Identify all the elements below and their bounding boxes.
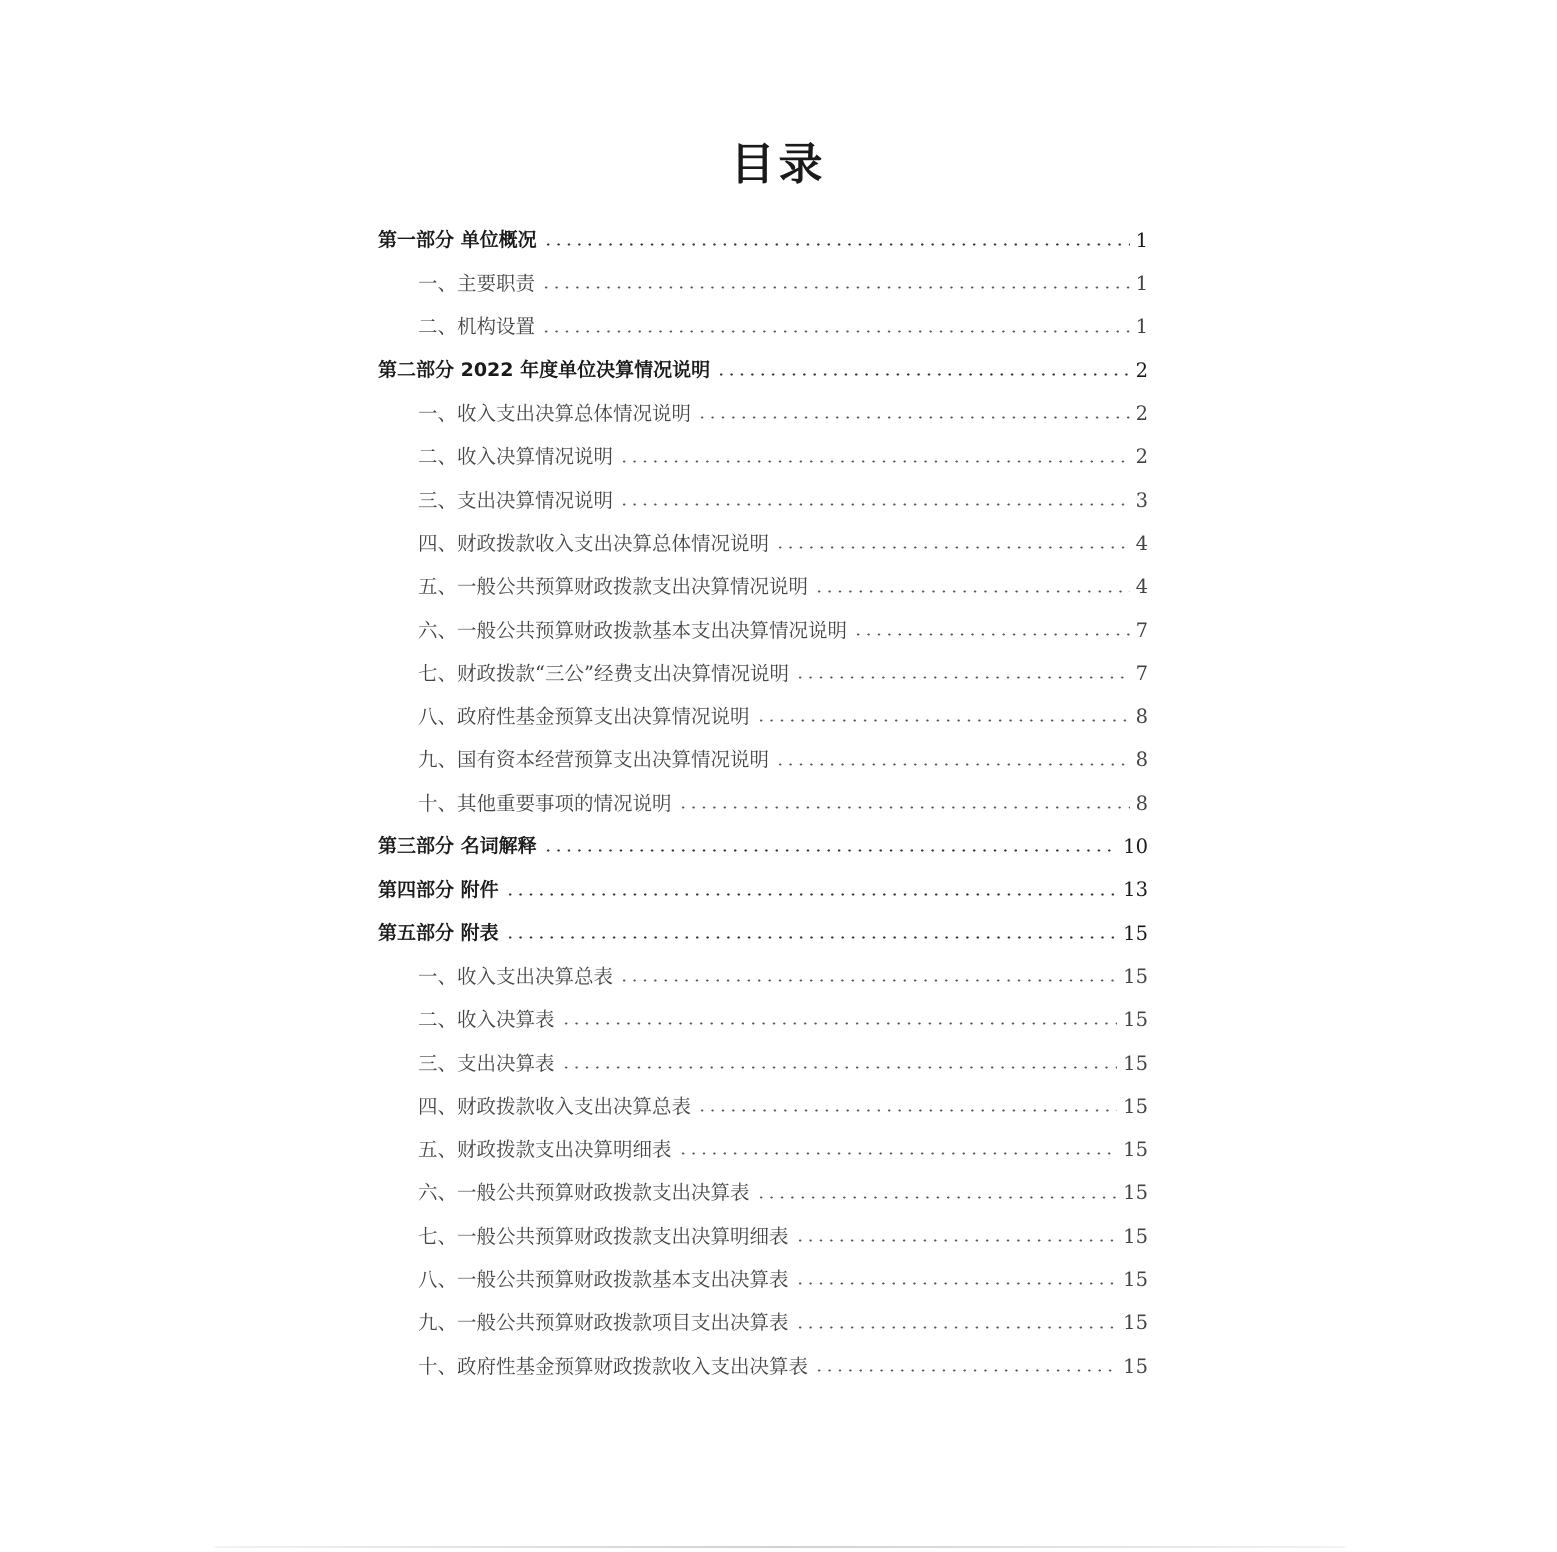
toc-dot-leader [619, 979, 1117, 982]
toc-subsection-entry[interactable] [378, 695, 1148, 738]
toc-entry-label: 二、收入决算表 [418, 1008, 555, 1032]
toc-entry-label: 六、一般公共预算财政拨款支出决算表 [418, 1181, 750, 1205]
toc-dot-leader [814, 590, 1130, 593]
toc-page-number: 15 [1123, 1354, 1148, 1378]
toc-page-number: 15 [1123, 1094, 1148, 1118]
table-of-contents [378, 219, 1148, 1388]
toc-entry-label: 第二部分 2022 年度单位决算情况说明 [378, 359, 711, 382]
toc-entry-label: 五、财政拨款支出决算明细表 [418, 1138, 672, 1162]
toc-page-number: 8 [1135, 791, 1148, 815]
toc-entry-label: 十、其他重要事项的情况说明 [418, 791, 672, 815]
toc-entry-label: 四、财政拨款收入支出决算总表 [418, 1094, 692, 1118]
toc-subsection-entry[interactable] [378, 1042, 1148, 1085]
toc-page-number: 4 [1135, 575, 1148, 599]
toc-page-number: 15 [1123, 1181, 1148, 1205]
toc-dot-leader [795, 1239, 1118, 1242]
toc-dot-leader [678, 806, 1130, 809]
toc-subsection-entry[interactable] [378, 998, 1148, 1041]
toc-section-entry[interactable] [378, 912, 1148, 955]
toc-dot-leader [716, 373, 1129, 376]
toc-page-number: 8 [1135, 705, 1148, 729]
toc-subsection-entry[interactable] [378, 782, 1148, 825]
toc-page-number: 15 [1123, 964, 1148, 988]
toc-dot-leader [561, 1066, 1118, 1069]
toc-entry-label: 三、支出决算表 [418, 1051, 555, 1075]
toc-page-number: 10 [1123, 835, 1148, 859]
toc-subsection-entry[interactable] [378, 1215, 1148, 1258]
scan-edge-line [215, 1546, 1345, 1548]
toc-dot-leader [541, 286, 1130, 289]
toc-subsection-entry[interactable] [378, 652, 1148, 695]
toc-entry-label: 四、财政拨款收入支出决算总体情况说明 [418, 531, 770, 555]
toc-entry-label: 一、收入支出决算总体情况说明 [418, 402, 692, 426]
toc-section-entry[interactable] [378, 868, 1148, 911]
toc-dot-leader [814, 1369, 1117, 1372]
toc-subsection-entry[interactable] [378, 565, 1148, 608]
toc-page-number: 2 [1135, 402, 1148, 426]
toc-dot-leader [678, 1152, 1118, 1155]
toc-subsection-entry[interactable] [378, 306, 1148, 349]
toc-entry-label: 九、国有资本经营预算支出决算情况说明 [418, 748, 770, 772]
toc-subsection-entry[interactable] [378, 262, 1148, 305]
toc-page-number: 2 [1135, 358, 1148, 382]
toc-dot-leader [775, 546, 1130, 549]
toc-entry-label: 五、一般公共预算财政拨款支出决算情况说明 [418, 575, 809, 599]
toc-page-number: 15 [1123, 1008, 1148, 1032]
toc-dot-leader [543, 849, 1118, 852]
toc-subsection-entry[interactable] [378, 955, 1148, 998]
toc-subsection-entry[interactable] [378, 1085, 1148, 1128]
toc-subsection-entry[interactable] [378, 435, 1148, 478]
toc-dot-leader [795, 1326, 1118, 1329]
toc-subsection-entry[interactable] [378, 1258, 1148, 1301]
toc-entry-label: 十、政府性基金预算财政拨款收入支出决算表 [418, 1354, 809, 1378]
toc-page-number: 15 [1123, 921, 1148, 945]
toc-page-number: 15 [1123, 1051, 1148, 1075]
toc-dot-leader [756, 1196, 1118, 1199]
toc-page-number: 2 [1135, 445, 1148, 469]
toc-page-number: 4 [1135, 531, 1148, 555]
toc-entry-label: 第五部分 附表 [378, 921, 499, 944]
toc-dot-leader [697, 1109, 1117, 1112]
toc-subsection-entry[interactable] [378, 479, 1148, 522]
toc-subsection-entry[interactable] [378, 1301, 1148, 1344]
toc-entry-label: 一、收入支出决算总表 [418, 964, 614, 988]
toc-dot-leader [775, 763, 1130, 766]
toc-entry-label: 七、财政拨款“三公”经费支出决算情况说明 [418, 661, 789, 685]
toc-page-number: 7 [1135, 618, 1148, 642]
toc-page-number: 3 [1135, 488, 1148, 512]
toc-dot-leader [697, 416, 1130, 419]
toc-entry-label: 二、机构设置 [418, 315, 536, 339]
toc-dot-leader [756, 719, 1130, 722]
toc-subsection-entry[interactable] [378, 1172, 1148, 1215]
toc-dot-leader [505, 936, 1118, 939]
toc-page-number: 7 [1135, 661, 1148, 685]
toc-entry-label: 一、主要职责 [418, 272, 536, 296]
toc-page-number: 1 [1135, 315, 1148, 339]
toc-entry-label: 三、支出决算情况说明 [418, 488, 614, 512]
toc-page-number: 13 [1123, 878, 1148, 902]
toc-entry-label: 七、一般公共预算财政拨款支出决算明细表 [418, 1224, 789, 1248]
toc-entry-label: 第三部分 名词解释 [378, 835, 537, 858]
toc-entry-label: 八、一般公共预算财政拨款基本支出决算表 [418, 1268, 789, 1292]
toc-subsection-entry[interactable] [378, 392, 1148, 435]
toc-dot-leader [619, 503, 1130, 506]
toc-dot-leader [619, 460, 1130, 463]
toc-dot-leader [795, 1282, 1118, 1285]
toc-page-number: 8 [1135, 748, 1148, 772]
toc-entry-label: 二、收入决算情况说明 [418, 445, 614, 469]
toc-section-entry[interactable] [378, 825, 1148, 868]
toc-subsection-entry[interactable] [378, 609, 1148, 652]
toc-subsection-entry[interactable] [378, 522, 1148, 565]
toc-entry-label: 八、政府性基金预算支出决算情况说明 [418, 705, 750, 729]
toc-page-number: 15 [1123, 1138, 1148, 1162]
toc-entry-label: 六、一般公共预算财政拨款基本支出决算情况说明 [418, 618, 848, 642]
toc-page-number: 15 [1123, 1224, 1148, 1248]
toc-subsection-entry[interactable] [378, 1128, 1148, 1171]
toc-page-number: 15 [1123, 1268, 1148, 1292]
toc-subsection-entry[interactable] [378, 1345, 1148, 1388]
toc-section-entry[interactable] [378, 349, 1148, 392]
toc-page-number: 1 [1135, 272, 1148, 296]
toc-dot-leader [795, 676, 1130, 679]
toc-dot-leader [505, 893, 1118, 896]
toc-entry-label: 第四部分 附件 [378, 878, 499, 901]
toc-dot-leader [541, 330, 1130, 333]
toc-dot-leader [543, 243, 1130, 246]
toc-subsection-entry[interactable] [378, 739, 1148, 782]
toc-section-entry[interactable] [378, 219, 1148, 262]
toc-entry-label: 第一部分 单位概况 [378, 229, 537, 252]
toc-entry-label: 九、一般公共预算财政拨款项目支出决算表 [418, 1311, 789, 1335]
toc-page-number: 1 [1135, 228, 1148, 252]
toc-dot-leader [561, 1022, 1118, 1025]
toc-dot-leader [853, 633, 1130, 636]
page-title: 目录 [730, 139, 827, 190]
toc-page-number: 15 [1123, 1311, 1148, 1335]
